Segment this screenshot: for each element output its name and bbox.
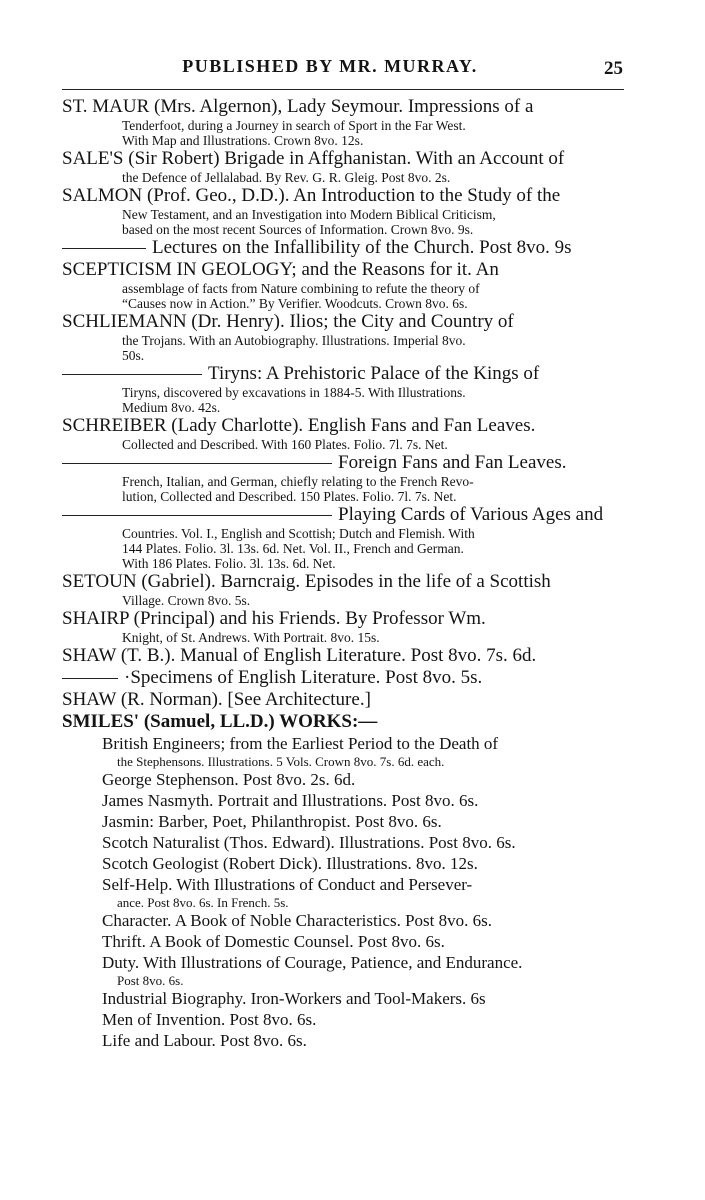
work-lead: Scotch Geologist (Robert Dick). Illustrations. 8vo. 12s. xyxy=(102,854,478,873)
work-lead: Thrift. A Book of Domestic Counsel. Post 8vo. 6s. xyxy=(102,932,445,951)
work-men-of-invention xyxy=(102,1009,624,1030)
ditto-rule xyxy=(62,374,202,375)
entry-detail: assemblage of facts from Nature combining to refute the theory of xyxy=(122,281,480,296)
entry-lead: SCEPTICISM IN GEOLOGY; and the Reasons for it. An xyxy=(62,259,499,280)
entry-lead: SALMON (Prof. Geo., D.D.). An Introduction to the Study of the xyxy=(62,185,561,206)
entry-lead: SHAIRP (Principal) and his Friends. By Professor Wm. xyxy=(62,608,486,629)
work-george-stephenson xyxy=(102,769,624,790)
entry-detail: 50s. xyxy=(122,348,145,363)
entry-shairp xyxy=(62,608,624,645)
work-character xyxy=(102,910,624,931)
entry-schreiber xyxy=(62,415,624,452)
work-james-nasmyth xyxy=(102,790,624,811)
ditto-rule xyxy=(62,515,332,516)
work-lead: Character. A Book of Noble Characteristics. Post 8vo. 6s. xyxy=(102,911,492,930)
entry-schliemann xyxy=(62,311,624,363)
entry-lead: SHAW (R. Norman). [See Architecture.] xyxy=(62,689,371,710)
entry-detail: Village. Crown 8vo. 5s. xyxy=(122,593,251,608)
header-rule xyxy=(62,89,624,90)
entry-scepticism xyxy=(62,259,624,311)
entry-lead: SETOUN (Gabriel). Barncraig. Episodes in the life of a Scottish xyxy=(62,571,551,592)
entry-lead: SMILES' (Samuel, LL.D.) WORKS:— xyxy=(62,711,378,732)
entry-detail: Tiryns, discovered by excavations in 1884-5. With Illustrations. xyxy=(122,385,466,400)
work-lead: British Engineers; from the Earliest Period to the Death of xyxy=(102,734,499,753)
entry-lead: SHAW (T. B.). Manual of English Literature. Post 8vo. 7s. 6d. xyxy=(62,645,537,666)
entry-detail: Knight, of St. Andrews. With Portrait. 8vo. 15s. xyxy=(122,630,380,645)
entry-st-maur xyxy=(62,96,624,148)
work-industrial-biography xyxy=(102,988,624,1009)
smiles-works-list xyxy=(62,733,624,1051)
entry-lead: ·Specimens of English Literature. Post 8vo. 5s. xyxy=(124,667,483,688)
entry-lead: Foreign Fans and Fan Leaves. xyxy=(338,452,567,473)
entry-detail: 144 Plates. Folio. 3l. 13s. 6d. Net. Vol. II., French and German. xyxy=(122,541,464,556)
entry-lead: Tiryns: A Prehistoric Palace of the Kings of xyxy=(208,363,540,384)
ditto-rule xyxy=(62,463,332,464)
work-lead: Self-Help. With Illustrations of Conduct and Persever- xyxy=(102,875,473,894)
work-life-and-labour xyxy=(102,1030,624,1051)
entry-detail: “Causes now in Action.” By Verifier. Woodcuts. Crown 8vo. 6s. xyxy=(122,296,468,311)
work-self-help xyxy=(102,874,624,910)
page-number: 25 xyxy=(604,58,623,79)
work-scotch-geologist xyxy=(102,853,624,874)
entry-detail: the Trojans. With an Autobiography. Illustrations. Imperial 8vo. xyxy=(122,333,466,348)
work-lead: Men of Invention. Post 8vo. 6s. xyxy=(102,1010,317,1029)
entry-setoun xyxy=(62,571,624,608)
entry-detail: With 186 Plates. Folio. 3l. 13s. 6d. Net. xyxy=(122,556,336,571)
entry-shaw-tb xyxy=(62,645,624,667)
entry-detail: lution, Collected and Described. 150 Plates. Folio. 7l. 7s. Net. xyxy=(122,489,457,504)
entry-detail: Medium 8vo. 42s. xyxy=(122,400,221,415)
entry-salmon-lectures xyxy=(62,237,624,259)
entry-salmon xyxy=(62,185,624,237)
work-lead: Scotch Naturalist (Thos. Edward). Illustrations. Post 8vo. 6s. xyxy=(102,833,516,852)
ditto-rule xyxy=(62,678,118,679)
entry-lead: SCHREIBER (Lady Charlotte). English Fans and Fan Leaves. xyxy=(62,415,536,436)
work-thrift xyxy=(102,931,624,952)
work-lead: Jasmin: Barber, Poet, Philanthropist. Post 8vo. 6s. xyxy=(102,812,442,831)
work-lead: Life and Labour. Post 8vo. 6s. xyxy=(102,1031,307,1050)
entry-lead: SALE'S (Sir Robert) Brigade in Affghanistan. With an Account of xyxy=(62,148,565,169)
work-lead: George Stephenson. Post 8vo. 2s. 6d. xyxy=(102,770,356,789)
entry-detail: Countries. Vol. I., English and Scottish; Dutch and Flemish. With xyxy=(122,526,475,541)
entry-detail: Tenderfoot, during a Journey in search of Sport in the Far West. xyxy=(122,118,466,133)
entry-detail: French, Italian, and German, chiefly relating to the French Revo- xyxy=(122,474,474,489)
entry-lead: Lectures on the Infallibility of the Church. Post 8vo. 9s xyxy=(152,237,572,258)
entry-detail: New Testament, and an Investigation into Modern Biblical Criticism, xyxy=(122,207,496,222)
entry-lead: SCHLIEMANN (Dr. Henry). Ilios; the City and Country of xyxy=(62,311,514,332)
work-duty xyxy=(102,952,624,988)
work-lead: Duty. With Illustrations of Courage, Patience, and Endurance. xyxy=(102,953,523,972)
entry-lead: Playing Cards of Various Ages and xyxy=(338,504,604,525)
work-detail: Post 8vo. 6s. xyxy=(117,973,184,988)
entry-detail: based on the most recent Sources of Information. Crown 8vo. 9s. xyxy=(122,222,474,237)
entry-smiles xyxy=(62,711,624,733)
work-british-engineers xyxy=(102,733,624,769)
entry-schliemann-tiryns xyxy=(62,363,624,415)
work-detail: the Stephensons. Illustrations. 5 Vols. Crown 8vo. 7s. 6d. each. xyxy=(117,754,445,769)
page-header-title: PUBLISHED BY MR. MURRAY. xyxy=(182,56,478,76)
work-scotch-naturalist xyxy=(102,832,624,853)
entry-schreiber-foreign-fans xyxy=(62,452,624,504)
entry-shaw-specimens xyxy=(62,667,624,689)
entry-shaw-norman xyxy=(62,689,624,711)
catalogue-body xyxy=(62,96,624,1051)
entry-schreiber-playing-cards xyxy=(62,504,624,571)
ditto-rule xyxy=(62,248,146,249)
entry-sale xyxy=(62,148,624,185)
entry-lead: ST. MAUR (Mrs. Algernon), Lady Seymour. Impressions of a xyxy=(62,96,534,117)
entry-detail: With Map and Illustrations. Crown 8vo. 12s. xyxy=(122,133,364,148)
work-lead: Industrial Biography. Iron-Workers and Tool-Makers. 6s xyxy=(102,989,486,1008)
entry-detail: the Defence of Jellalabad. By Rev. G. R. Gleig. Post 8vo. 2s. xyxy=(122,170,451,185)
entry-detail: Collected and Described. With 160 Plates. Folio. 7l. 7s. Net. xyxy=(122,437,448,452)
work-detail: ance. Post 8vo. 6s. In French. 5s. xyxy=(117,895,289,910)
work-jasmin xyxy=(102,811,624,832)
work-lead: James Nasmyth. Portrait and Illustrations. Post 8vo. 6s. xyxy=(102,791,479,810)
